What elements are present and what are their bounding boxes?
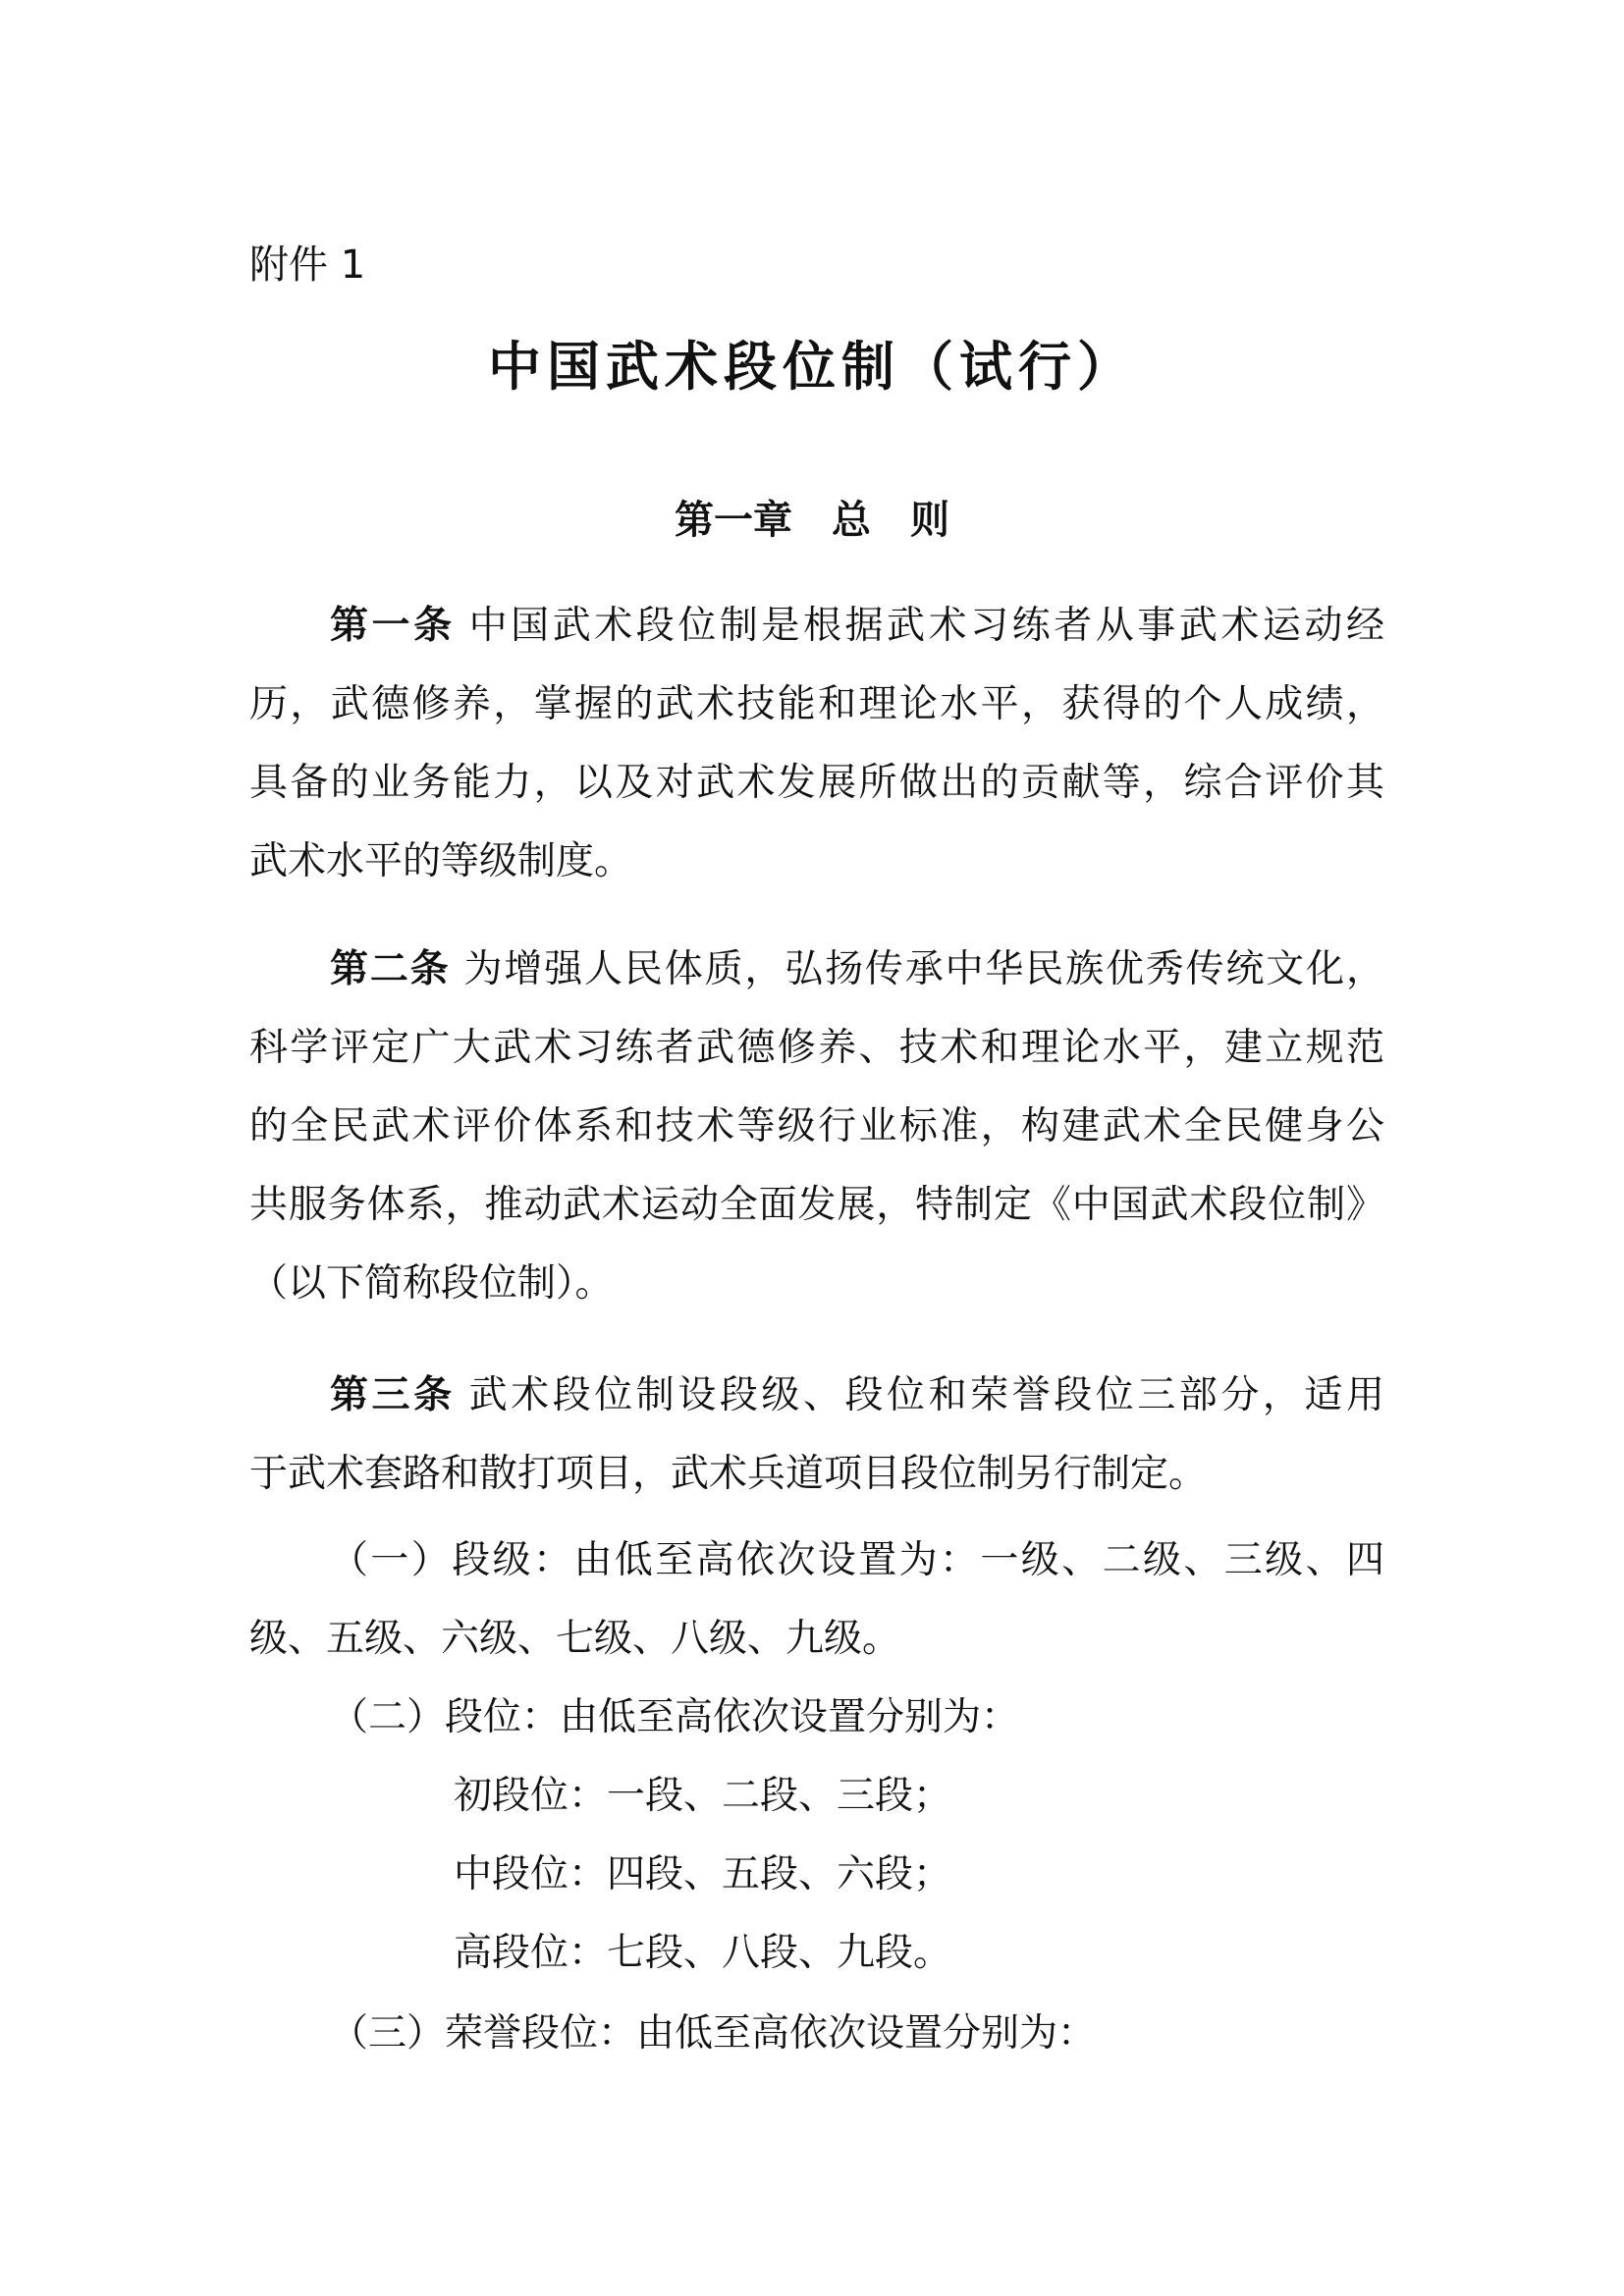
article2-label: 第二条 [330,947,451,991]
article2-line-5: （以下简称段位制）。 [249,1261,614,1306]
article2-line-4: 共服务体系，推动武术运动全面发展，特制定《中国武术段位制》 [249,1183,1384,1227]
article3-label: 第三条 [330,1373,456,1417]
item2-level-1: 初段位：一段、二段、三段； [454,1774,952,1818]
item2-heading: （二）段位：由低至高依次设置分别为： [330,1695,1020,1739]
chapter-heading: 第一章 总 则 [675,498,949,543]
article1-line-3: 具备的业务能力，以及对武术发展所做出的贡献等，综合评价其 [249,761,1384,805]
item1-line-2: 级、五级、六级、七级、八级、九级。 [249,1617,901,1661]
article1-line-2: 历，武德修养，掌握的武术技能和理论水平，获得的个人成绩， [249,682,1384,726]
item2-level-2: 中段位：四段、五段、六段； [454,1852,952,1896]
article2-line-2: 科学评定广大武术习练者武德修养、技术和理论水平，建立规范 [249,1026,1384,1070]
article3-line-1 [330,1357,1384,1435]
document-title: 中国武术段位制（试行） [488,336,1136,398]
article3-line-2: 于武术套路和散打项目，武术兵道项目段位制另行制定。 [249,1452,1208,1496]
article3-text-1: 武术段位制设段级、段位和荣誉段位三部分，适用 [468,1373,1384,1417]
attachment-label: 附件 1 [249,242,366,288]
item3-heading: （三）荣誉段位：由低至高依次设置分别为： [330,2011,1097,2056]
article2-text-1: 为增强人民体质，弘扬传承中华民族优秀传统文化， [463,947,1384,991]
article1-label: 第一条 [330,604,456,648]
article1-text-1: 中国武术段位制是根据武术习练者从事武术运动经 [468,604,1384,648]
article2-line-3: 的全民武术评价体系和技术等级行业标准，构建武术全民健身公 [249,1104,1384,1148]
article1-line-4: 武术水平的等级制度。 [249,839,633,883]
item1-line-1: （一）段级：由低至高依次设置为：一级、二级、三级、四 [330,1538,1384,1582]
article2-line-1 [330,931,1384,1009]
article1-line-1 [330,587,1384,666]
item2-level-3: 高段位：七段、八段、九段。 [454,1931,952,1975]
